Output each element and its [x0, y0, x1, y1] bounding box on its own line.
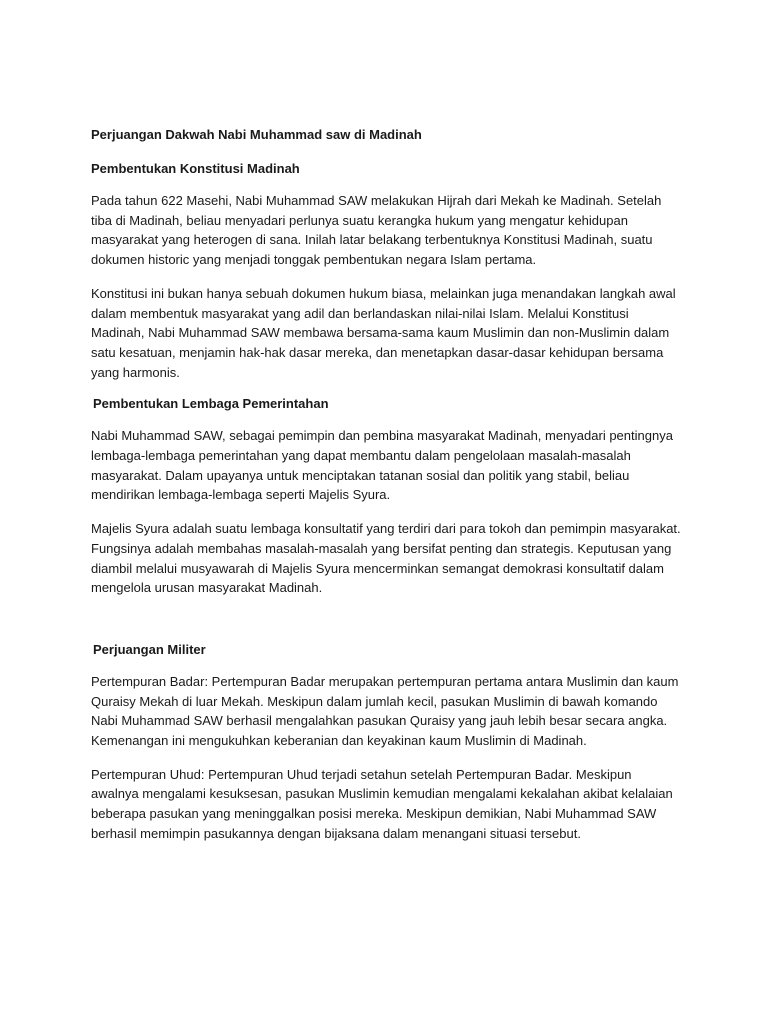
- paragraph: Pada tahun 622 Masehi, Nabi Muhammad SAW melakukan Hijrah dari Mekah ke Madinah. Setelah tiba di Madinah, beliau menyadari perlunya suatu kerangka hukum yang mengatur kehidupan masyarakat yang heterogen di sana. Inilah latar belakang terbentuknya Konstitusi Madinah, suatu dokumen historic yang menjadi tonggak pembentukan negara Islam pertama.: [91, 193, 662, 268]
- paragraph: Nabi Muhammad SAW, sebagai pemimpin dan pembina masyarakat Madinah, menyadari pentingnya lembaga-lembaga pemerintahan yang dapat membantu dalam pengelolaan masalah-masalah masyarakat. Dalam upayanya untuk menciptakan tatanan sosial dan politik yang stabil, beliau mendirikan lembaga-lembaga seperti Majelis Syura.: [91, 428, 673, 503]
- paragraph: Pertempuran Badar: Pertempuran Badar merupakan pertempuran pertama antara Muslimin dan kaum Quraisy Mekah di luar Mekah. Meskipun dalam jumlah kecil, pasukan Muslimin di bawah komando Nabi Muhammad SAW berhasil mengalahkan pasukan Quraisy yang jauh lebih besar secara angka. Kemenangan ini mengukuhkan keberanian dan keyakinan kaum Muslimin di Madinah.: [91, 673, 679, 749]
- document-page: [91, 126, 681, 844]
- paragraph: Konstitusi ini bukan hanya sebuah dokumen hukum biasa, melainkan juga menandakan langkah awal dalam membentuk masyarakat yang adil dan berlandaskan nilai-nilai Islam. Melalui Konstitusi Madinah, Nabi Muhammad SAW membawa bersama-sama kaum Muslimin dan non-Muslimin dalam satu kesatuan, menjamin hak-hak dasar mereka, dan menetapkan dasar-dasar kehidupan bersama yang harmonis.: [91, 285, 676, 380]
- paragraph: Pertempuran Uhud: Pertempuran Uhud terjadi setahun setelah Pertempuran Badar. Meskipun awalnya mengalami kesuksesan, pasukan Muslimin kemudian mengalami kekalahan akibat kelalaian beberapa pasukan yang meninggalkan posisi mereka. Meskipun demikian, Nabi Muhammad SAW berhasil memimpin pasukannya dengan bijaksana dalam menangani situasi tersebut.: [91, 766, 673, 841]
- paragraph: Majelis Syura adalah suatu lembaga konsultatif yang terdiri dari para tokoh dan pemimpin masyarakat. Fungsinya adalah membahas masalah-masalah yang bersifat penting dan strategis. Keputusan yang diambil melalui musyawarah di Majelis Syura mencerminkan semangat demokrasi konsultatif dalam mengelola urusan masyarakat Madinah.: [91, 521, 681, 596]
- section-heading-konstitusi-madinah: Pembentukan Konstitusi Madinah: [91, 161, 300, 176]
- section-heading-lembaga-pemerintahan: Pembentukan Lembaga Pemerintahan: [93, 396, 329, 412]
- document-title: Perjuangan Dakwah Nabi Muhammad saw di Madinah: [91, 127, 422, 142]
- section-heading-perjuangan-militer: Perjuangan Militer: [93, 641, 206, 657]
